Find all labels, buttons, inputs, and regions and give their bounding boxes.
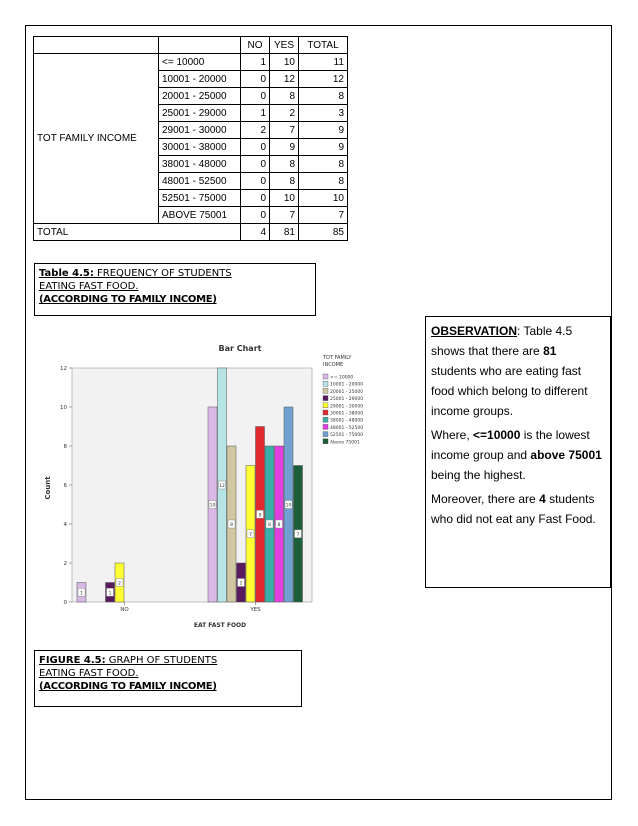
legend-swatch: [323, 439, 328, 444]
cell-no: 0: [241, 190, 270, 207]
cell-no: 1: [241, 54, 270, 71]
observation-text: Moreover, there are: [431, 492, 540, 506]
legend-item: 10001 - 20000: [330, 382, 364, 388]
legend-item: Above 75001: [330, 440, 360, 446]
data-label: 9: [258, 513, 262, 519]
cell-range: 30001 - 38000: [159, 139, 241, 156]
table-caption-line1: FREQUENCY OF STUDENTS: [93, 268, 232, 279]
cell-total: 7: [299, 207, 348, 224]
data-label: 1: [108, 591, 112, 597]
figure-caption: [34, 650, 302, 707]
y-tick-label: 6: [63, 483, 67, 489]
legend-swatch: [323, 403, 328, 408]
cell-total: 12: [299, 71, 348, 88]
cell-range: 48001 - 52500: [159, 173, 241, 190]
observation-lowest-group: <=10000: [473, 428, 521, 442]
legend-title: INCOME: [323, 362, 344, 368]
data-label: 10: [209, 503, 216, 509]
data-label: 12: [219, 484, 225, 489]
cell-range: 25001 - 29000: [159, 105, 241, 122]
table-corner-cell: [159, 37, 241, 54]
observation-text: Where,: [431, 428, 474, 442]
table-caption-line3: (ACCORDING TO FAMILY INCOME): [39, 294, 217, 305]
observation-text: : Table 4.5 shows that there are: [431, 324, 573, 358]
group-label: TOT FAMILY INCOME: [34, 54, 159, 224]
legend-item: <= 10000: [330, 375, 354, 381]
legend-item: 48001 - 52500: [330, 425, 364, 431]
cell-range: 20001 - 25000: [159, 88, 241, 105]
legend-item: 52501 - 75000: [330, 433, 364, 439]
cell-total: 8: [299, 88, 348, 105]
legend-swatch: [323, 396, 328, 401]
legend-title: TOT FAMILY: [323, 355, 352, 361]
observation-text: is the lowest income group and: [431, 428, 590, 462]
observation-box: [425, 316, 611, 588]
cell-yes: 7: [270, 122, 299, 139]
cell-total: 11: [299, 54, 348, 71]
cell-range: 52501 - 75000: [159, 190, 241, 207]
table-row: [34, 54, 348, 71]
cell-yes: 8: [270, 88, 299, 105]
observation-text: students who did not eat any Fast Food.: [431, 492, 596, 526]
cell-range: 10001 - 20000: [159, 71, 241, 88]
cell-total: 9: [299, 122, 348, 139]
figure-caption-line1: GRAPH OF STUDENTS: [105, 655, 218, 666]
cell-yes: 2: [270, 105, 299, 122]
cell-total: 9: [299, 139, 348, 156]
data-label: 7: [296, 532, 300, 538]
cell-range: ABOVE 75001: [159, 207, 241, 224]
legend-swatch: [323, 417, 328, 422]
table-caption: [34, 263, 316, 316]
legend-swatch: [323, 388, 328, 393]
header-yes: YES: [270, 37, 299, 54]
x-axis-label: EAT FAST FOOD: [193, 622, 247, 629]
table-caption-line2: EATING FAST FOOD.: [39, 281, 139, 292]
cell-no: 0: [241, 173, 270, 190]
cell-total: 3: [299, 105, 348, 122]
data-label: 2: [118, 581, 121, 587]
y-tick-label: 2: [63, 561, 67, 567]
cell-total: 10: [299, 190, 348, 207]
observation-heading: OBSERVATION: [431, 324, 518, 338]
data-label: 2: [239, 581, 243, 587]
cell-no: 0: [241, 139, 270, 156]
header-no: NO: [241, 37, 270, 54]
legend-swatch: [323, 410, 328, 415]
cell-no: 0: [241, 207, 270, 224]
legend-item: 30001 - 38000: [330, 411, 364, 417]
y-tick-label: 4: [63, 522, 67, 528]
legend-swatch: [323, 424, 328, 429]
total-label: TOTAL: [34, 224, 241, 241]
data-label: 8: [230, 523, 233, 528]
legend-swatch: [323, 432, 328, 437]
data-label: 1: [80, 591, 83, 597]
legend-item: 29001 - 30000: [330, 404, 364, 410]
cell-no: 0: [241, 88, 270, 105]
cell-total: 8: [299, 156, 348, 173]
legend-swatch: [323, 374, 328, 379]
cell-yes: 8: [270, 173, 299, 190]
legend-item: 20001 - 25000: [330, 389, 364, 395]
cell-total: 8: [299, 173, 348, 190]
observation-count-eating: 81: [543, 344, 557, 358]
cell-range: 38001 - 48000: [159, 156, 241, 173]
observation-text: students who are eating fast food which belong to different income groups.: [431, 364, 588, 418]
cell-yes: 7: [270, 207, 299, 224]
observation-paragraph-2: [431, 425, 605, 485]
cell-no: 0: [241, 156, 270, 173]
observation-paragraph-3: [431, 489, 605, 529]
data-label: 7: [249, 532, 252, 538]
cell-range: 29001 - 30000: [159, 122, 241, 139]
figure-caption-line2: EATING FAST FOOD.: [39, 668, 139, 679]
y-tick-label: 10: [60, 405, 67, 411]
total-yes: 81: [270, 224, 299, 241]
cell-no: 1: [241, 105, 270, 122]
data-label: 10: [285, 503, 292, 509]
frequency-table: [33, 36, 348, 241]
legend-swatch: [323, 381, 328, 386]
table-caption-lead: Table 4.5:: [39, 268, 94, 279]
table-corner-cell: [34, 37, 159, 54]
chart-title: Bar Chart: [218, 344, 262, 353]
figure-caption-lead: FIGURE 4.5:: [39, 655, 106, 666]
header-total: TOTAL: [299, 37, 348, 54]
observation-count-not-eating: 4: [539, 492, 546, 506]
table-header-row: [34, 37, 348, 54]
cell-range: <= 10000: [159, 54, 241, 71]
y-tick-label: 12: [60, 366, 67, 372]
y-tick-label: 8: [63, 444, 67, 450]
cell-no: 2: [241, 122, 270, 139]
cell-yes: 10: [270, 54, 299, 71]
cell-no: 0: [241, 71, 270, 88]
data-label: 8: [277, 523, 281, 528]
table-total-row: [34, 224, 348, 241]
cell-yes: 10: [270, 190, 299, 207]
figure-caption-line3: (ACCORDING TO FAMILY INCOME): [39, 681, 217, 692]
legend-item: 25001 - 29000: [330, 397, 364, 403]
x-tick-label: NO: [120, 607, 129, 613]
y-tick-label: 0: [63, 600, 67, 606]
y-axis-label: Count: [44, 476, 52, 500]
total-no: 4: [241, 224, 270, 241]
legend-item: 38001 - 48000: [330, 418, 364, 424]
cell-yes: 12: [270, 71, 299, 88]
bar-chart: [30, 340, 380, 635]
total-total: 85: [299, 224, 348, 241]
observation-highest-group: above 75001: [530, 448, 602, 462]
data-label: 8: [268, 523, 271, 528]
cell-yes: 9: [270, 139, 299, 156]
observation-text: being the highest.: [431, 468, 526, 482]
x-tick-label: YES: [250, 607, 261, 613]
cell-yes: 8: [270, 156, 299, 173]
observation-paragraph-1: [431, 321, 605, 421]
